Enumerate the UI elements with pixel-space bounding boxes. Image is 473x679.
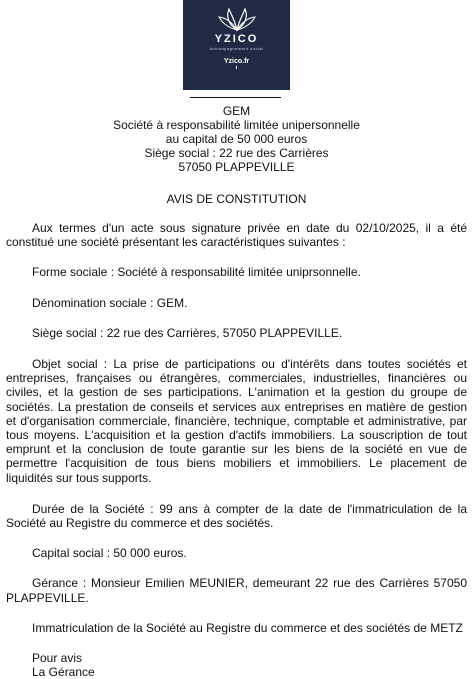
forme-paragraph: Forme sociale : Société à responsabilité limitée uniprsonnelle. [32,265,361,280]
company-city: 57050 PLAPPEVILLE [178,160,295,174]
logo-site: Yzico.fr [223,58,250,65]
company-capital: au capital de 50 000 euros [165,132,308,146]
intro-paragraph: Aux termes d'un acte sous signature privée en date du 02/10/2025, il a été constitué une société présentant les caractéristiques suivantes : [6,221,467,250]
la-gerance: La Gérance [32,665,95,679]
immatriculation-paragraph: Immatriculation de la Société au Registre du commerce et des sociétés de METZ [32,620,463,635]
objet-paragraph: Objet social : La prise de participations ou d'intérêts dans toutes sociétés et entreprises, françaises ou étrangères, commerciales, industrielles, financières ou civiles, et la gestion de ses participations. L'animation et la gestion du groupe de sociétés. La prestation de conseils et services aux entreprises en matière de gestion et d'organisation commerciale, financière, technique, comptable et administrative, par tous moyens. L'acquisition et la gestion d'actifs immobiliers. La souscription de tout emprunt et la conclusion de toute garantie sur les biens de la société en vue de permettre l'acquisition de tous biens mobiliers et immobiliers. Le placement de liquidités sur tous supports. [6,357,467,485]
pour-avis: Pour avis [32,651,83,666]
gerance-paragraph: Gérance : Monsieur Emilien MEUNIER, demeurant 22 rue des Carrières 57050 PLAPPEVILLE. [6,576,467,605]
logo-tick [236,66,237,69]
company-name: GEM [222,104,251,118]
lotus-icon [217,6,257,32]
yzico-logo [183,0,290,90]
denomination-paragraph: Dénomination sociale : GEM. [32,295,188,310]
duree-paragraph: Durée de la Société : 99 ans à compter de la date de l'immatriculation de la Société au Registre du commerce et des sociétés. [6,501,467,531]
company-form: Société à responsabilité limitée unipersonnelle [113,118,360,132]
notice-body [6,221,467,679]
notice-title: AVIS DE CONSTITUTION [166,192,307,206]
header-divider [190,97,281,98]
siege-paragraph: Siège social : 22 rue des Carrières, 57050 PLAPPEVILLE. [32,325,343,340]
company-address: Siège social : 22 rue des Carrières [144,146,329,160]
logo-tagline: Accompagnement social [209,46,264,51]
company-header [0,104,473,174]
logo-name: YZICO [214,33,259,45]
capital-paragraph: Capital social : 50 000 euros. [32,546,187,561]
